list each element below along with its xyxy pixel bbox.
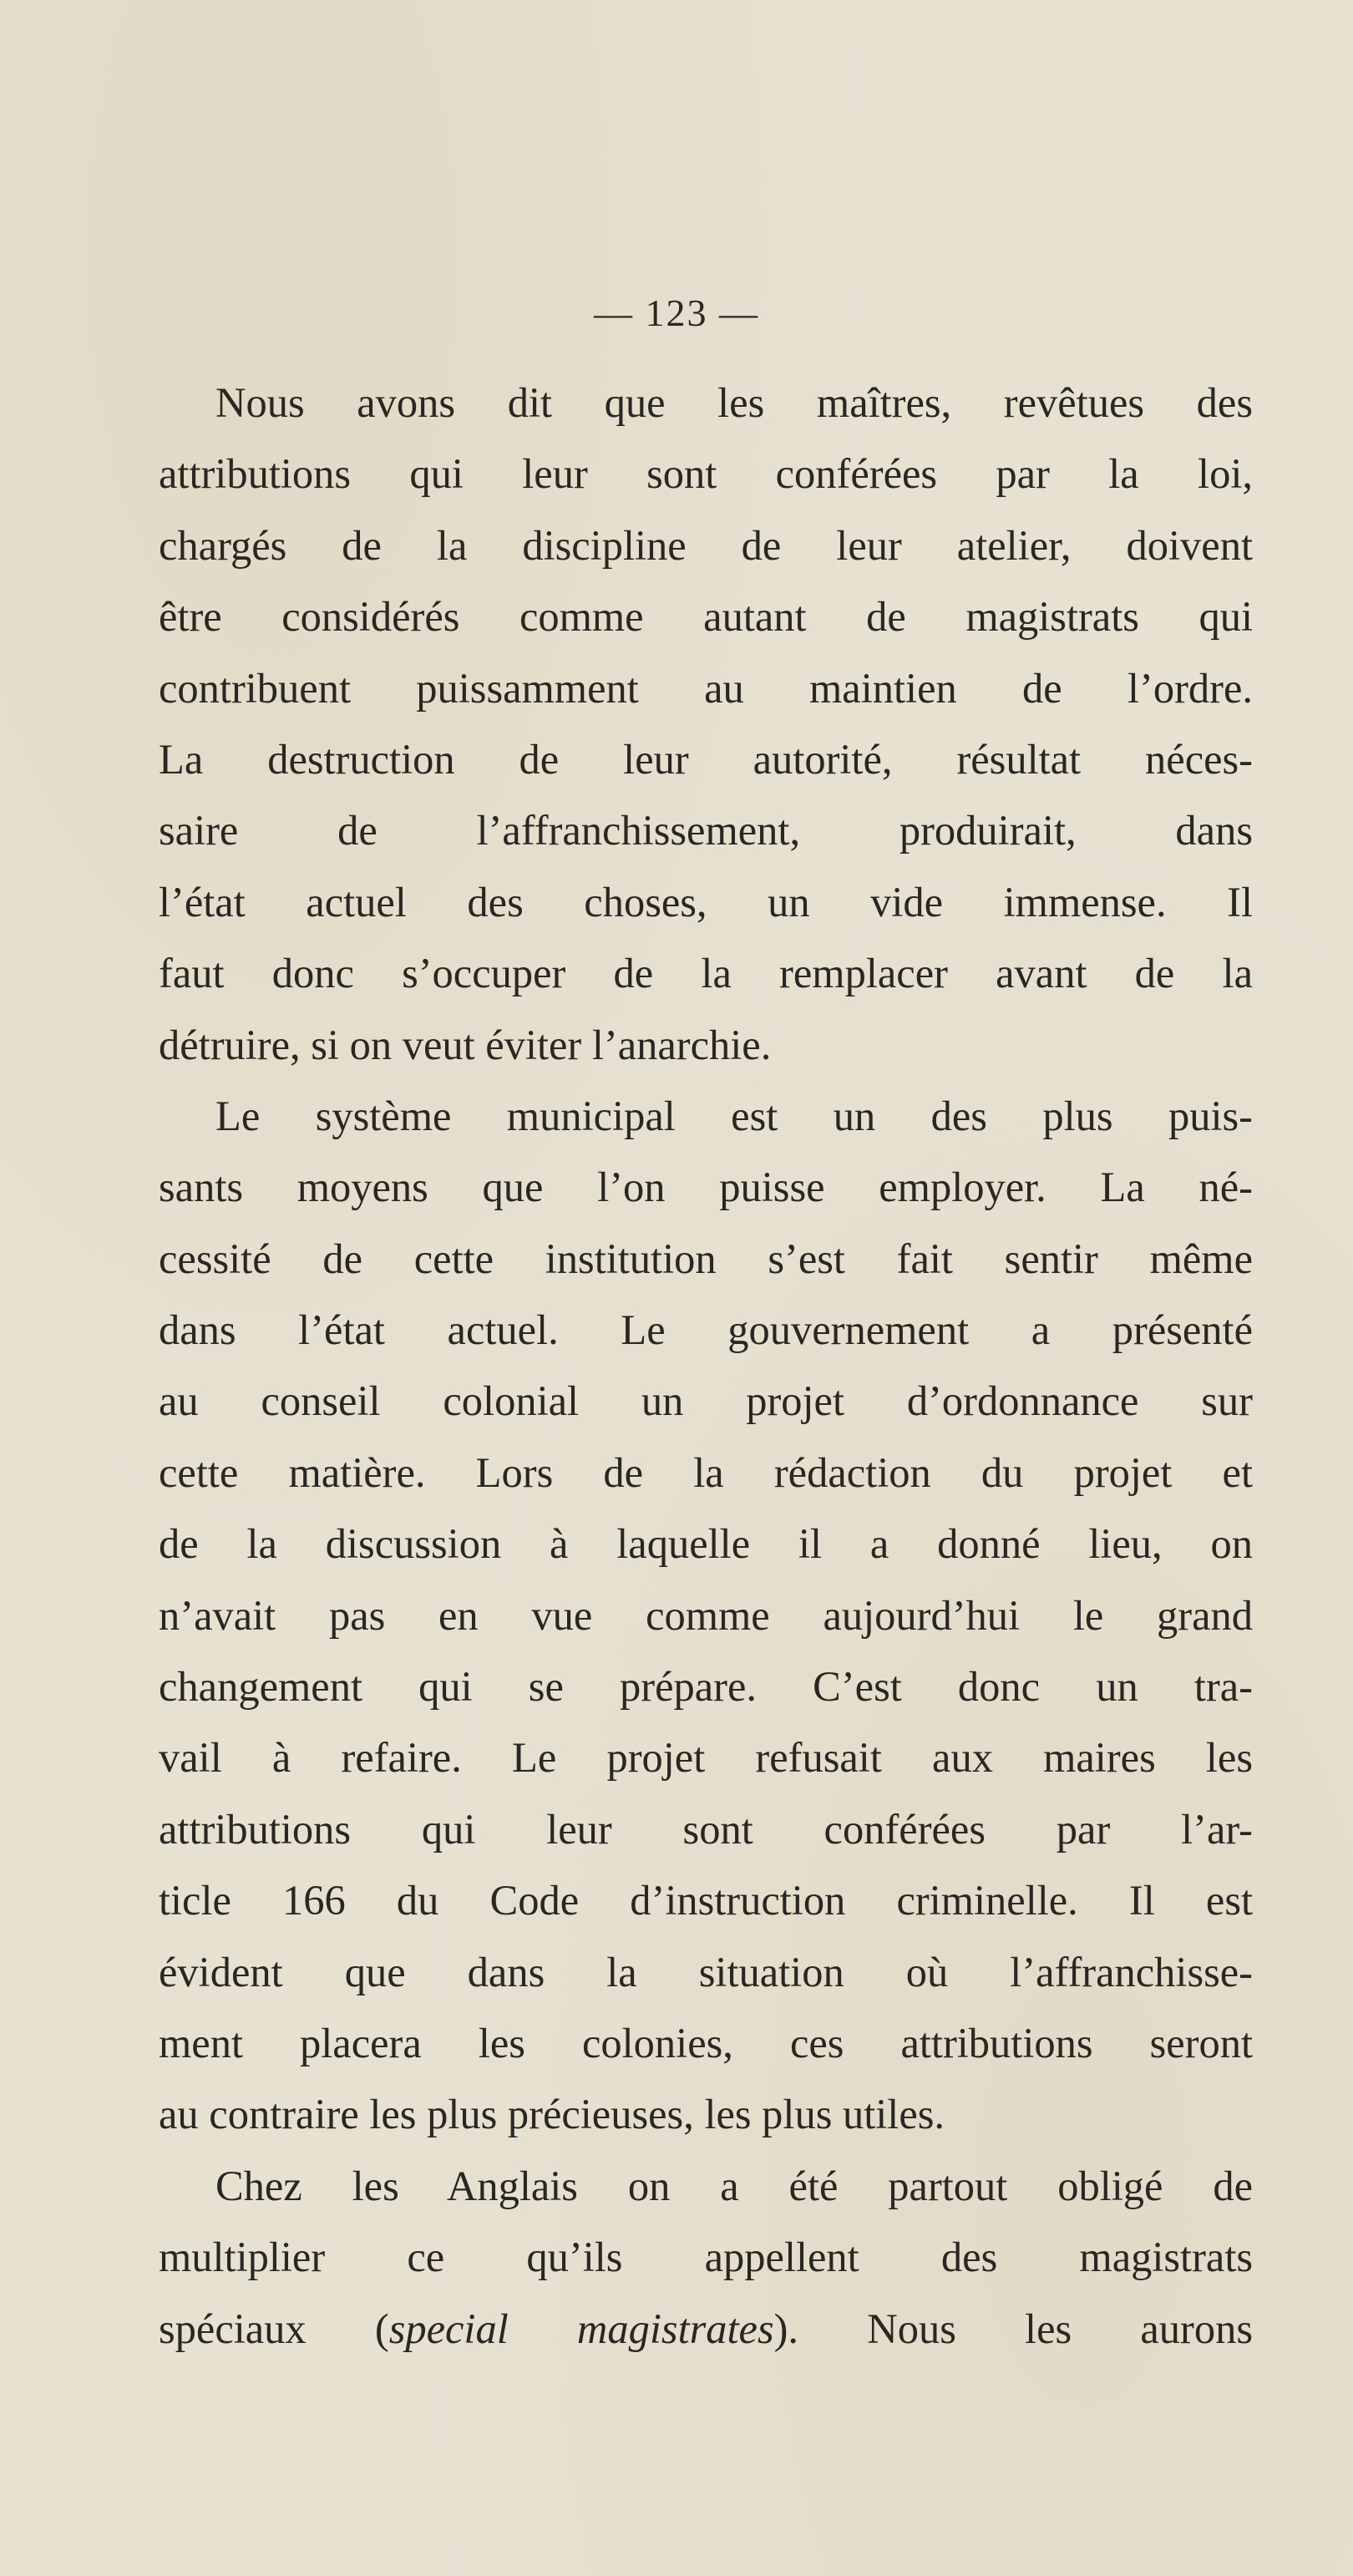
- text-line: évident que dans la situation où l’affranchisse-: [159, 1948, 1253, 1995]
- text-line: attributions qui leur sont conférées par l’ar-: [159, 1805, 1253, 1853]
- text-line: cette matière. Lors de la rédaction du projet et: [159, 1448, 1253, 1496]
- text-line-with-italic: [159, 2294, 1253, 2365]
- text-line: de la discussion à laquelle il a donné lieu, on: [159, 1520, 1253, 1568]
- italic-term: special magistrates: [388, 2305, 774, 2352]
- text-segment: ). Nous les aurons: [773, 2305, 1253, 2352]
- text-line: Nous avons dit que les maîtres, revêtues des: [215, 379, 1253, 426]
- text-line: n’avait pas en vue comme aujourd’hui le grand: [159, 1591, 1253, 1639]
- body-text: [159, 368, 1253, 2365]
- text-line: Le système municipal est un des plus puis-: [215, 1092, 1253, 1139]
- text-line: détruire, si on veut éviter l’anarchie.: [159, 1021, 772, 1068]
- text-line: vail à refaire. Le projet refusait aux maires les: [159, 1734, 1253, 1782]
- text-line: La destruction de leur autorité, résultat néces-: [159, 735, 1253, 783]
- text-line: saire de l’affranchissement, produirait, dans: [159, 807, 1253, 854]
- text-line: au conseil colonial un projet d’ordonnance sur: [159, 1377, 1253, 1425]
- text-line: faut donc s’occuper de la remplacer avant de la: [159, 950, 1253, 997]
- text-line: attributions qui leur sont conférées par la loi,: [159, 450, 1253, 498]
- text-line: multiplier ce qu’ils appellent des magistrats: [159, 2234, 1253, 2281]
- page-number: — 123 —: [594, 292, 759, 334]
- text-line: sants moyens que l’on puisse employer. La né-: [159, 1164, 1253, 1211]
- text-line: dans l’état actuel. Le gouvernement a présenté: [159, 1306, 1253, 1354]
- text-segment: spéciaux (: [159, 2305, 389, 2352]
- text-line: chargés de la discipline de leur atelier, doivent: [159, 521, 1253, 569]
- text-line: ticle 166 du Code d’instruction criminelle. Il est: [159, 1877, 1253, 1924]
- text-line: changement qui se prépare. C’est donc un tra-: [159, 1663, 1253, 1711]
- text-line: ment placera les colonies, ces attributions seront: [159, 2019, 1253, 2066]
- text-line: au contraire les plus précieuses, les plus utiles.: [159, 2091, 945, 2138]
- text-line: Chez les Anglais on a été partout obligé de: [215, 2162, 1253, 2209]
- text-line: être considérés comme autant de magistrats qui: [159, 593, 1253, 641]
- text-line: cessité de cette institution s’est fait sentir même: [159, 1235, 1253, 1282]
- text-line: contribuent puissamment au maintien de l’ordre.: [159, 664, 1253, 712]
- text-line: l’état actuel des choses, un vide immense. Il: [159, 878, 1253, 925]
